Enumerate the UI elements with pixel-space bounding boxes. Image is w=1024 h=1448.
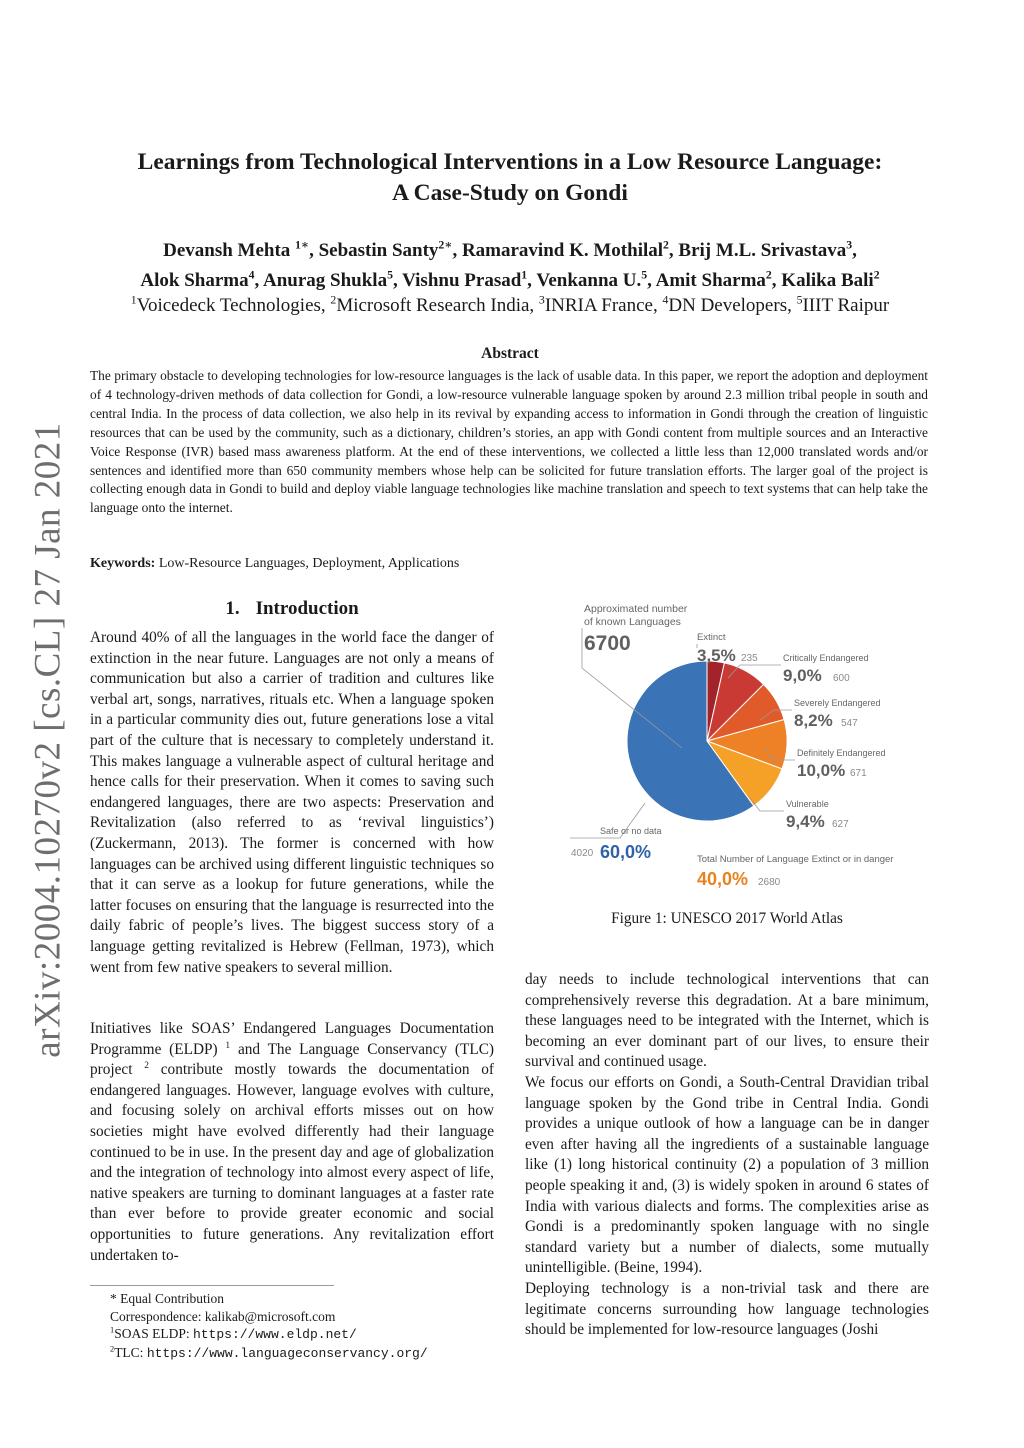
label-vulnerable [786, 799, 849, 831]
author-affiliation-mark: 1∗ [295, 238, 310, 252]
affiliation: INRIA France [544, 295, 653, 316]
section-heading [90, 598, 494, 620]
right-column [525, 970, 929, 1341]
paper-title [90, 147, 930, 209]
affiliation: Voicedeck Technologies [136, 295, 321, 316]
author-affiliation-mark: 1 [521, 268, 528, 282]
total-label-line-2: of known Languages [584, 616, 681, 628]
author-name: Amit Sharma [655, 270, 766, 291]
paragraph-text: Deploying technology is a non-trivial task and there are legitimate concerns surrounding how language technologies should be implemented for low-resource languages (Joshi [525, 1279, 929, 1339]
slice-percent-extinct: 3,5% [697, 646, 736, 665]
keywords-text: Low-Resource Languages, Deployment, Applications [158, 556, 460, 571]
paragraph-text: day needs to include technological interventions that can comprehensively reverse this degradation. At a bare minimum, these languages need to be integrated with the Internet, which is becoming an ever dominant part of our lives, to ensure their survival and continued usage. [525, 971, 929, 1071]
affiliation: Microsoft Research India [336, 295, 530, 316]
footnote-1 [110, 1325, 428, 1344]
slice-percent-safe: 60,0% [600, 842, 652, 862]
author-name: Kalika Bali [781, 270, 874, 291]
slice-count-critically-endangered: 600 [833, 673, 850, 684]
total-label-group [584, 603, 688, 655]
paragraph-text: Initiatives like SOAS’ Endangered Languages Documentation Programme (ELDP) [90, 1020, 494, 1058]
author-line-1: Devansh Mehta $^{1∗}$, Sebastin Santy$^{2∗}$, Ramaravind K. Mothilal$^2$, Brij M.L. Srivastava$^3$, [163, 238, 857, 261]
footnote-number: 1 [110, 1325, 115, 1335]
author-affiliation-mark: 3 [846, 238, 853, 252]
author-affiliation-mark: 2 [765, 268, 772, 282]
slice-count-severely-endangered: 547 [841, 718, 858, 729]
intro-paragraph-1 [90, 628, 494, 978]
slice-label-critically-endangered: Critically Endangered [783, 653, 869, 663]
slice-label-severely-endangered: Severely Endangered [794, 698, 881, 708]
author-name: Sebastin Santy [318, 240, 439, 261]
intro-paragraph-2 [90, 1019, 494, 1266]
abstract-heading: Abstract [481, 345, 539, 362]
footnote-marker: 1 [225, 1040, 231, 1051]
slice-percent-definitely-endangered: 10,0% [797, 761, 846, 780]
footnote-label: SOAS ELDP: [114, 1326, 190, 1341]
label-critically-endangered [783, 653, 869, 685]
footnote-equal-contribution: * Equal Contribution [110, 1291, 224, 1306]
affiliation-mark: 1 [130, 293, 137, 307]
danger-total-percent: 40,0% [697, 869, 749, 889]
affiliation-list: $^1$Voicedeck Technologies, $^2$Microsoft Research India, $^3$INRIA France, $^4$DN Developers, $^5$IIIT Raipur [130, 293, 890, 316]
section-number: 1. [225, 598, 240, 619]
slice-percent-critically-endangered: 9,0% [783, 666, 822, 685]
slice-label-vulnerable: Vulnerable [786, 799, 829, 809]
author-affiliation-mark: 2∗ [438, 238, 453, 252]
author-affiliation-mark: 5 [387, 268, 393, 282]
slice-label-definitely-endangered: Definitely Endangered [797, 748, 886, 758]
section-title: Introduction [255, 598, 359, 619]
author-name: Devansh Mehta [163, 240, 291, 261]
keywords-label: Keywords: [90, 556, 156, 571]
author-list [70, 236, 950, 296]
slice-label-safe: Safe or no data [600, 826, 662, 836]
paragraph-text: We focus our efforts on Gondi, a South-Central Dravidian tribal language spoken by the Gond tribe in Central India. Gondi provides a unique outlook of how a language can be in danger even after having all the ingredients of a sustainable language like (1) long historical continuity (2) a population of 3 million people speaking it and, (3) is widely spoken in around 6 states of India with various dialects and forms. The complexities arise as Gondi is a predominantly spoken language with no single standard variety but a number of dialects, some mutually unintelligible. (Beine, 1994). [525, 1073, 929, 1277]
paragraph-text: and The Language Conservancy (TLC) project [90, 1040, 495, 1079]
label-extinct [697, 632, 758, 665]
arxiv-identifier: arXiv:2004.10270v2 [cs.CL] 27 Jan 2021 [27, 422, 69, 1058]
affiliation: DN Developers [668, 295, 788, 316]
author-affiliation-mark: 2 [663, 238, 669, 252]
slice-count-vulnerable: 627 [832, 819, 849, 830]
abstract-text: The primary obstacle to developing technologies for low-resource languages is the lack of usable data. In this paper, we report the adoption and deployment of 4 technology-driven methods of data collection for Gondi, a low-resource vulnerable language spoken by around 2.3 million tribal people in south and central India. In the process of data collection, we also help in its revival by expanding access to information in Gondi through the creation of linguistic resources that can be used by the community, such as a dictionary, children’s stories, an app with Gondi content from multiple sources and an Interactive Voice Response (IVR) based mass awareness platform. At the end of these interventions, we collected a little less than 12,000 translated words and/or sentences and identified more than 650 community members whose help can be solicited for future translation efforts. The larger goal of the project is collecting enough data in Gondi to build and deploy viable language technologies like machine translation and speech to text systems that can help take the language onto the internet. [90, 368, 928, 516]
author-name: Vishnu Prasad [402, 270, 522, 291]
slice-count-safe: 4020 [571, 848, 594, 859]
slice-percent-severely-endangered: 8,2% [794, 711, 833, 730]
affiliation-mark: 4 [662, 293, 669, 307]
figure-caption: Figure 1: UNESCO 2017 World Atlas [611, 910, 843, 927]
author-affiliation-mark: 2 [873, 268, 880, 282]
slice-label-extinct: Extinct [697, 632, 726, 643]
affiliation: IIIT Raipur [802, 295, 890, 316]
title-line-1: Learnings from Technological Interventions in a Low Resource Language: [137, 149, 883, 175]
paragraph-text: contribute mostly towards the documentation of endangered languages. However, language evolves with culture, and focusing solely on archival efforts misses out on how societies might have evolved differently had their language continued to be in use. In the present day and age of globalization and the integration of technology into almost every aspect of life, native speakers are turning to dominant languages at a faster rate than ever before to provide greater economic and social opportunities to future generations. Any revitalization effort undertaken to- [90, 1061, 494, 1264]
label-definitely-endangered [797, 748, 886, 780]
footnote-number: 2 [110, 1344, 115, 1353]
footnote-divider [90, 1285, 334, 1286]
author-name: Venkanna U. [536, 270, 642, 291]
slice-count-definitely-endangered: 671 [850, 768, 867, 779]
figure-pie-chart [560, 598, 900, 898]
footnotes [110, 1290, 428, 1362]
author-name: Ramaravind K. Mothilal [461, 240, 664, 261]
footnote-label: TLC: [114, 1344, 144, 1360]
label-severely-endangered [794, 698, 881, 730]
label-safe [571, 826, 662, 862]
author-affiliation-mark: 5 [641, 268, 648, 282]
footnote-url-eldp[interactable]: https://www.eldp.net/ [192, 1327, 357, 1342]
paragraph-text: Around 40% of all the languages in the world face the danger of extinction in the near future. Languages are not only a means of communication but also a carrier of tradition and cultures like verbal art, songs, narratives, rituals etc. When a language spoken in a particular community dies out, future generations lose a vital part of the culture that is necessary to completely understand it. This makes language a vulnerable aspect of cultural heritage and hence calls for their preservation. When it comes to saving such endangered languages, there are two aspects: Preservation and Revitalization (also referred to as ‘revival linguistics’) (Zuckermann, 2013). The former is concerned with how languages can be archived using different linguistic techniques so that it can serve as a lookup for future generations, while the latter focuses on ensuring that the language is resurrected into the daily fabric of people’s lives. The biggest success story of a language getting revitalized is Hebrew (Fellman, 1973), which went from few native speakers to several million. [90, 629, 494, 976]
footnote-correspondence: Correspondence: kalikab@microsoft.com [110, 1308, 336, 1324]
danger-total-label: Total Number of Language Extinct or in danger [697, 854, 894, 865]
paragraph-text [90, 1019, 494, 1266]
keywords [90, 556, 459, 572]
affiliation-mark: 5 [796, 293, 803, 307]
author-affiliation-mark: 4 [248, 268, 255, 282]
author-name: Brij M.L. Srivastava [678, 240, 847, 261]
danger-total-count: 2680 [758, 877, 781, 888]
slice-percent-vulnerable: 9,4% [786, 812, 825, 831]
label-danger-total [697, 854, 893, 889]
total-label-line-1: Approximated number [584, 603, 688, 615]
title-line-2: A Case-Study on Gondi [392, 180, 628, 206]
affiliation-mark: 2 [330, 293, 337, 307]
footnote-2 [110, 1344, 428, 1363]
author-line-2: Alok Sharma$^4$, Anurag Shukla$^5$, Vishnu Prasad$^1$, Venkanna U.$^5$, Amit Sharma$^2$, Kalika Bali$^2$ [140, 268, 880, 291]
author-name: Anurag Shukla [262, 270, 388, 291]
footnote-url-tlc[interactable]: https://www.languageconservancy.org/ [146, 1345, 428, 1361]
total-value: 6700 [584, 632, 631, 655]
pie-chart-svg [560, 598, 900, 898]
author-name: Alok Sharma [140, 270, 249, 291]
affiliation-mark: 3 [538, 293, 545, 307]
slice-count-extinct: 235 [741, 653, 758, 664]
pie-slices [627, 661, 787, 821]
footnote-marker: 2 [144, 1061, 149, 1072]
